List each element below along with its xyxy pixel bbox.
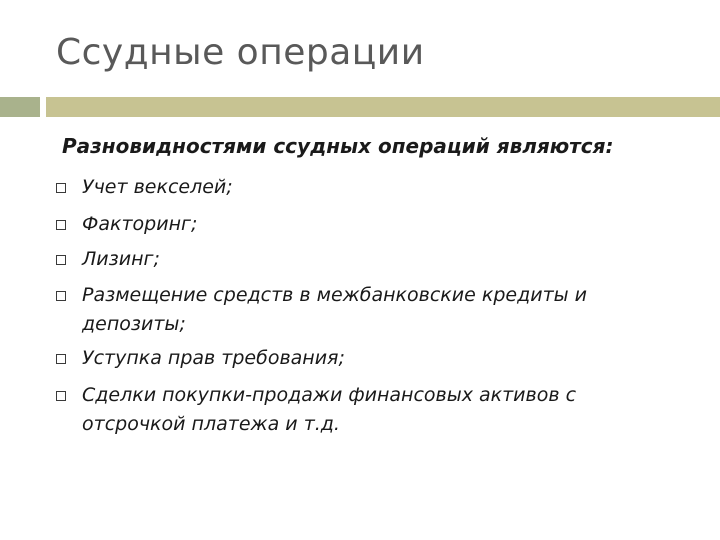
checkbox-icon [56,183,66,193]
intro-heading: Разновидностями ссудных операций являются: [62,134,614,158]
list-item-text: Учет векселей; [82,176,233,198]
slide-title: Ссудные операции [56,32,425,73]
list-item-text: Лизинг; [82,248,160,270]
list-item-text: Уступка прав требования; [82,347,345,369]
title-accent-square [0,97,40,117]
checkbox-icon [56,354,66,364]
checkbox-icon [56,391,66,401]
checkbox-icon [56,220,66,230]
checkbox-icon [56,255,66,265]
list-item-text: Размещение средств в межбанковские кредиты и депозиты; [82,284,588,335]
list-item-text: Сделки покупки-продажи финансовых активов с отсрочкой платежа и т.д. [82,384,577,435]
title-accent-bar [46,97,720,117]
list-item-text: Факторинг; [82,213,198,235]
checkbox-icon [56,291,66,301]
